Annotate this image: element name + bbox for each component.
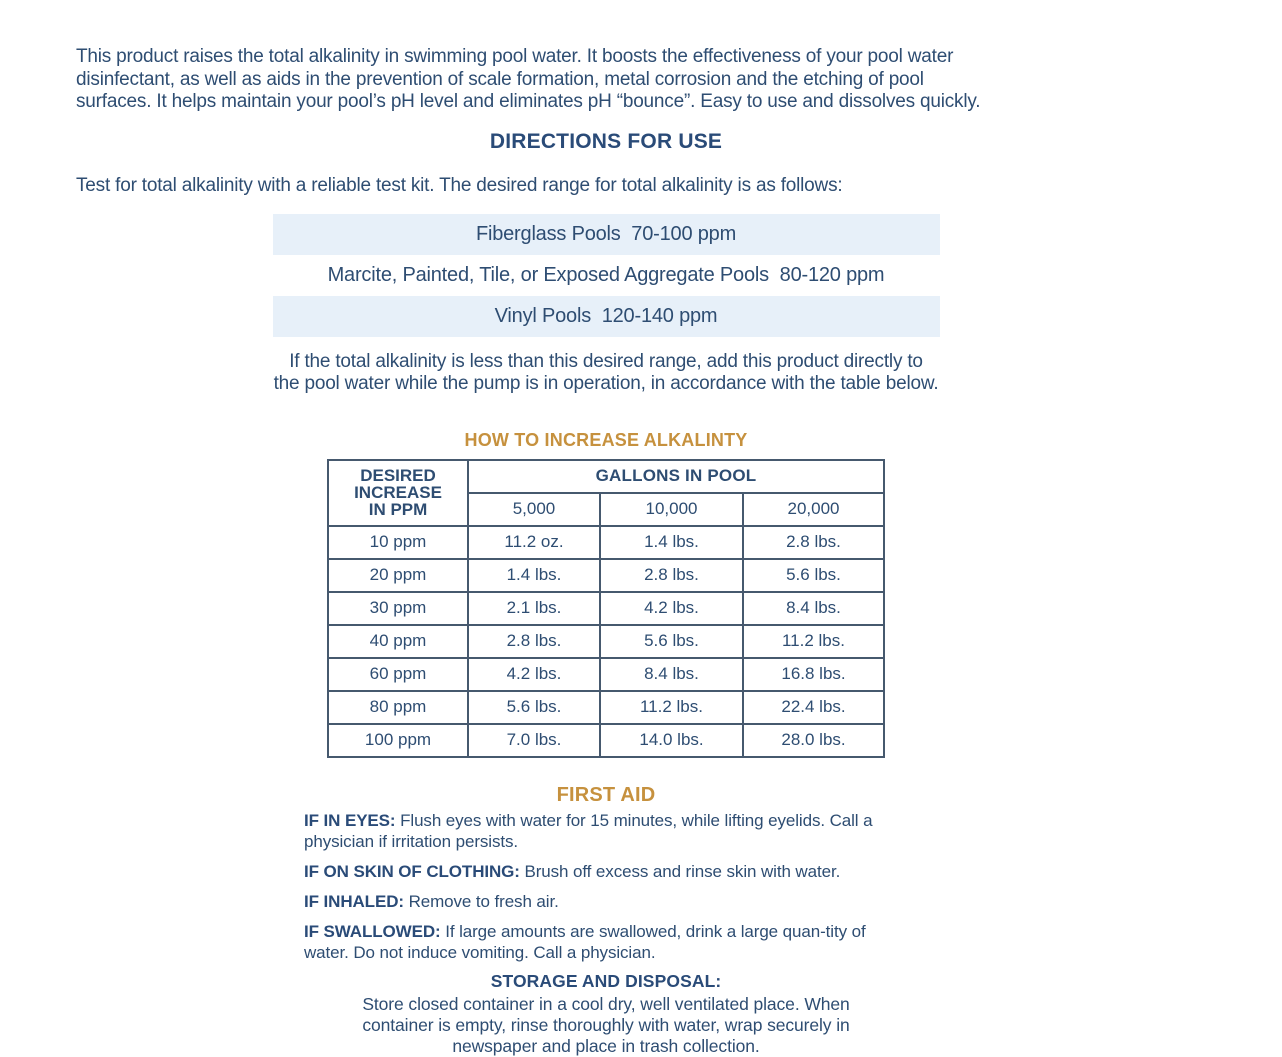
- dose-cell: 11.2 lbs.: [600, 691, 743, 724]
- table-row: [328, 526, 884, 559]
- first-aid-label: IF ON SKIN OF CLOTHING:: [304, 861, 520, 881]
- range-row-marcite: Marcite, Painted, Tile, or Exposed Aggregate Pools 80-120 ppm: [327, 263, 885, 286]
- table-header-row: [328, 460, 884, 493]
- storage-disposal-text: Store closed container in a cool dry, well ventilated place. When container is empty, rinse thoroughly with water, wrap securely in newspaper and place in trash collection.: [362, 993, 850, 1056]
- table-row: [328, 724, 884, 757]
- table-row: [328, 691, 884, 724]
- ppm-cell: 30 ppm: [328, 592, 468, 625]
- dose-cell: 5.6 lbs.: [468, 691, 600, 724]
- dose-cell: 4.2 lbs.: [468, 658, 600, 691]
- product-description: This product raises the total alkalinity in swimming pool water. It boosts the effectiveness of your pool water disinfectant, as well as aids in the prevention of scale formation, metal corrosion and the etching of pool surfaces. It helps maintain your pool’s pH level and eliminates pH “bounce”. Easy to use and dissolves quickly.: [76, 46, 981, 112]
- first-aid-label: IF IN EYES:: [304, 810, 396, 830]
- dose-cell: 2.8 lbs.: [743, 526, 884, 559]
- table-row: [328, 592, 884, 625]
- ppm-cell: 10 ppm: [328, 526, 468, 559]
- first-aid-item-skin: [304, 861, 908, 882]
- dose-cell: 16.8 lbs.: [743, 658, 884, 691]
- storage-disposal-heading: STORAGE AND DISPOSAL:: [490, 970, 722, 991]
- dose-cell: 4.2 lbs.: [600, 592, 743, 625]
- first-aid-text: If large amounts are swallowed, drink a large quan-tity of water. Do not induce vomiting. Call a physician.: [304, 921, 866, 962]
- product-label-page: [76, 0, 1136, 1057]
- first-aid-item-eyes: [304, 810, 908, 852]
- dose-cell: 11.2 lbs.: [743, 625, 884, 658]
- col-20000: 20,000: [743, 493, 884, 526]
- table-row: [328, 559, 884, 592]
- dose-cell: 2.1 lbs.: [468, 592, 600, 625]
- directions-note: If the total alkalinity is less than this desired range, add this product directly to the pool water while the pump is in operation, in accordance with the table below.: [273, 350, 939, 394]
- col-10000: 10,000: [600, 493, 743, 526]
- first-aid-item-inhaled: [304, 891, 908, 912]
- dose-cell: 28.0 lbs.: [743, 724, 884, 757]
- first-aid-list: [304, 810, 908, 963]
- table-row: [328, 658, 884, 691]
- dose-cell: 22.4 lbs.: [743, 691, 884, 724]
- ppm-cell: 100 ppm: [328, 724, 468, 757]
- ppm-cell: 40 ppm: [328, 625, 468, 658]
- dose-cell: 5.6 lbs.: [600, 625, 743, 658]
- dosage-table: [327, 459, 885, 758]
- dose-cell: 8.4 lbs.: [743, 592, 884, 625]
- dose-cell: 8.4 lbs.: [600, 658, 743, 691]
- dose-cell: 1.4 lbs.: [468, 559, 600, 592]
- dose-cell: 2.8 lbs.: [600, 559, 743, 592]
- first-aid-text: Remove to fresh air.: [408, 891, 559, 911]
- first-aid-heading: FIRST AID: [556, 783, 656, 806]
- col-5000: 5,000: [468, 493, 600, 526]
- dose-cell: 7.0 lbs.: [468, 724, 600, 757]
- first-aid-item-swallowed: [304, 921, 908, 963]
- dose-cell: 14.0 lbs.: [600, 724, 743, 757]
- directions-intro: Test for total alkalinity with a reliable test kit. The desired range for total alkalinity is as follows:: [76, 174, 843, 196]
- first-aid-text: Flush eyes with water for 15 minutes, while lifting eyelids. Call a physician if irritation persists.: [304, 810, 873, 851]
- alkalinity-range-list: [76, 214, 1136, 337]
- dose-cell: 2.8 lbs.: [468, 625, 600, 658]
- range-row-fiberglass: Fiberglass Pools 70-100 ppm: [273, 214, 940, 255]
- desired-increase-header: DESIRED INCREASE IN PPM: [328, 460, 468, 526]
- gallons-in-pool-header: GALLONS IN POOL: [468, 460, 884, 493]
- dose-cell: 5.6 lbs.: [743, 559, 884, 592]
- ppm-cell: 20 ppm: [328, 559, 468, 592]
- table-row: [328, 625, 884, 658]
- increase-alkalinity-heading: HOW TO INCREASE ALKALINTY: [464, 429, 748, 450]
- first-aid-label: IF INHALED:: [304, 891, 404, 911]
- first-aid-label: IF SWALLOWED:: [304, 921, 441, 941]
- ppm-cell: 60 ppm: [328, 658, 468, 691]
- dose-cell: 11.2 oz.: [468, 526, 600, 559]
- dose-cell: 1.4 lbs.: [600, 526, 743, 559]
- directions-for-use-heading: DIRECTIONS FOR USE: [489, 129, 723, 153]
- ppm-cell: 80 ppm: [328, 691, 468, 724]
- range-row-vinyl: Vinyl Pools 120-140 ppm: [273, 296, 940, 337]
- first-aid-text: Brush off excess and rinse skin with water.: [524, 861, 841, 881]
